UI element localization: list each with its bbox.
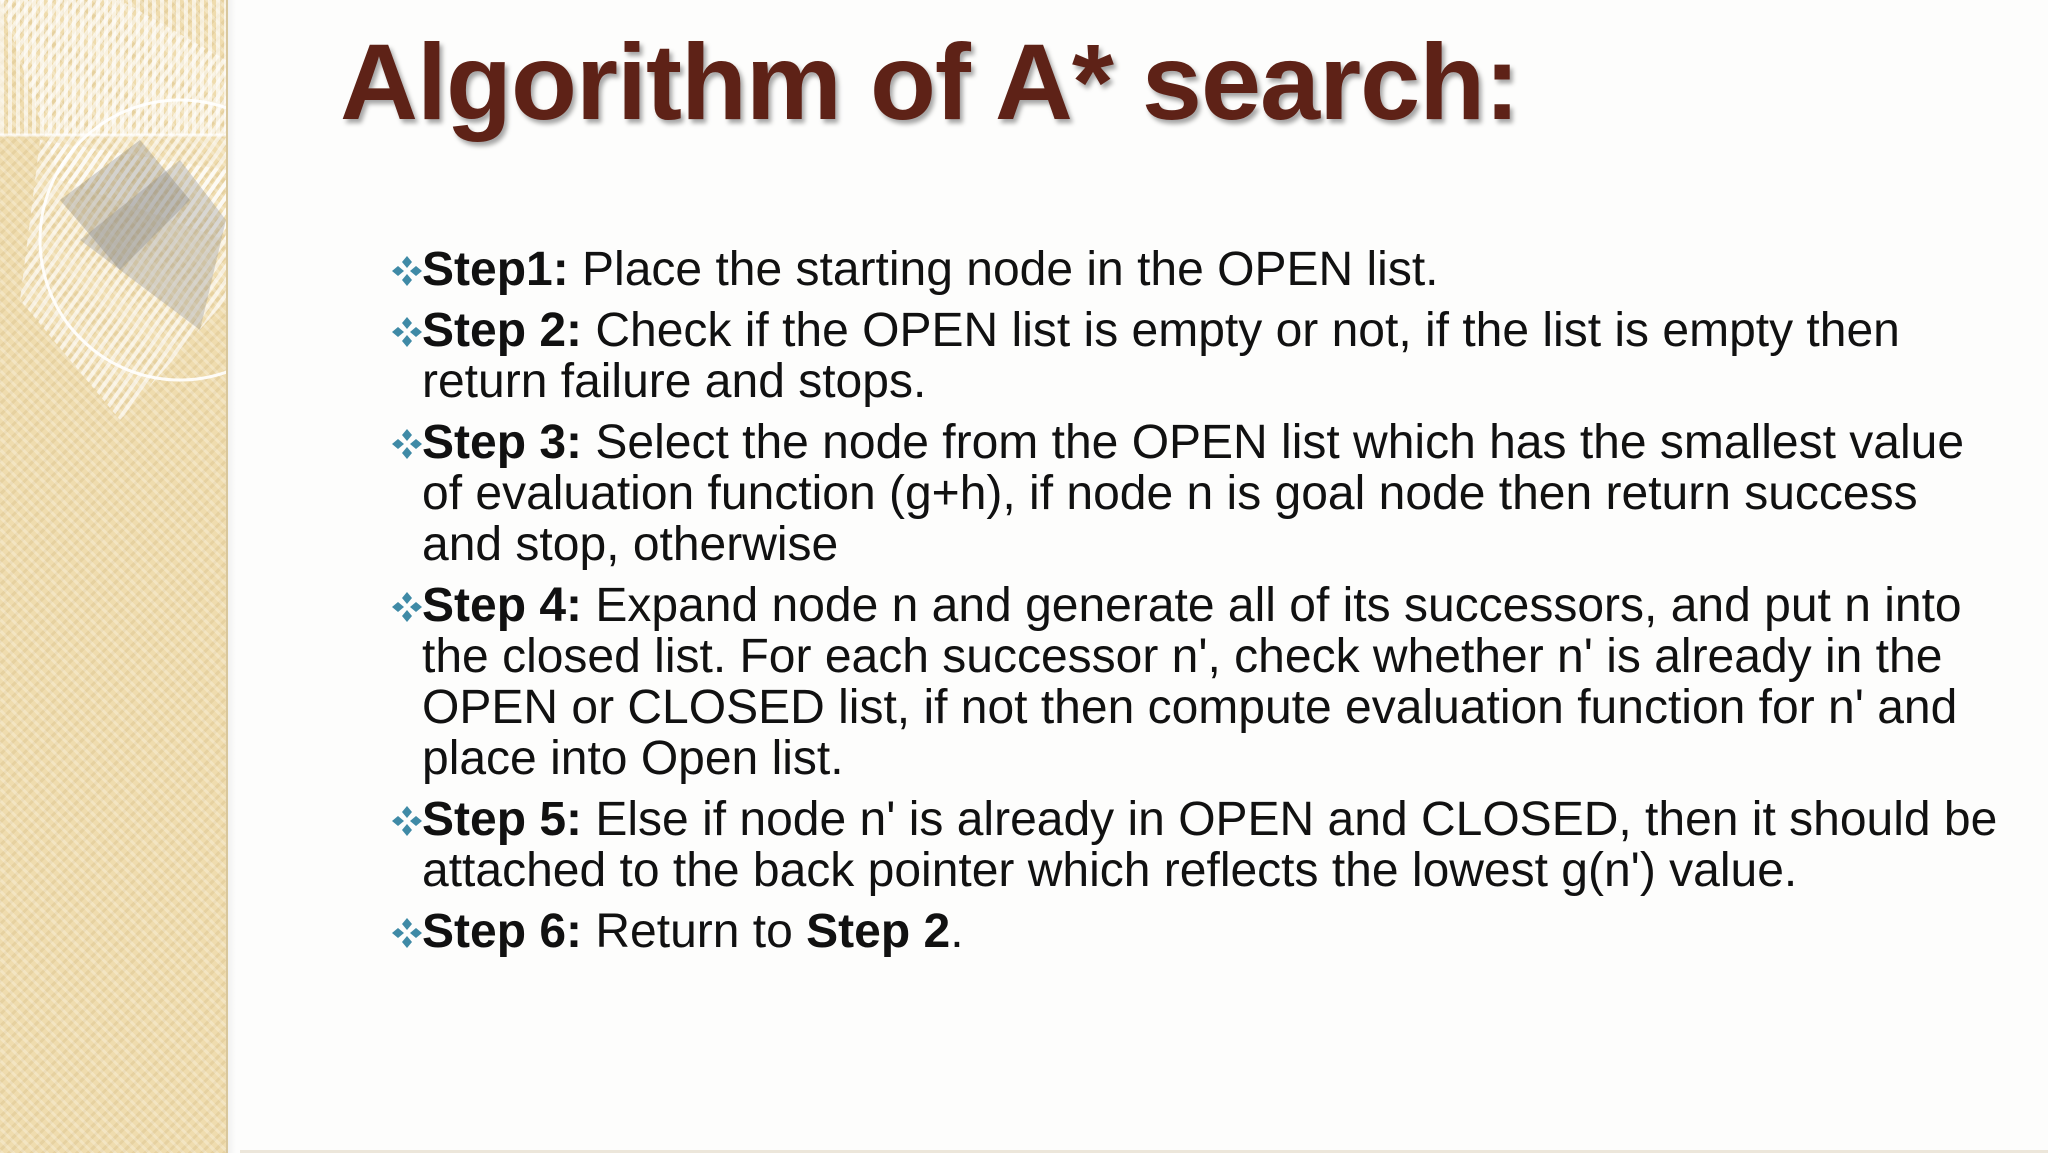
step-label: Step 2: [422, 304, 583, 357]
step-label: Step 6: [422, 905, 583, 958]
list-item [398, 580, 1998, 784]
step-text: Place the starting node in the OPEN list. [568, 243, 1439, 296]
list-item [398, 417, 1998, 570]
step-text: Check if the OPEN list is empty or not, if the list is empty then return failure and stops. [422, 304, 1900, 408]
diamond-bullet-icon [390, 315, 424, 349]
decorative-side-band [0, 0, 228, 1153]
slide-title: Algorithm of A* search: [340, 21, 1520, 142]
step-label: Step 5: [422, 793, 583, 846]
step-label: Step 3: [422, 416, 583, 469]
step-text-end: . [950, 905, 964, 958]
woven-pattern-decoration [0, 0, 226, 440]
diamond-bullet-icon [390, 590, 424, 624]
list-item [398, 244, 1998, 295]
step-text: Expand node n and generate all of its successors, and put n into the closed list. For each successor n', check whether n' is already in the OPEN or CLOSED list, if not then compute evaluation function for n' and place into Open list. [422, 579, 1962, 785]
step-label: Step 4: [422, 579, 583, 632]
step-text: Return to [582, 905, 807, 958]
list-item [398, 305, 1998, 407]
steps-list [398, 244, 1998, 967]
step-reference: Step 2 [806, 905, 951, 958]
step-label: Step1: [422, 243, 569, 296]
diamond-bullet-icon [390, 916, 424, 950]
diamond-bullet-icon [390, 254, 424, 288]
list-item [398, 794, 1998, 896]
step-text: Else if node n' is already in OPEN and CLOSED, then it should be attached to the back pointer which reflects the lowest g(n') value. [422, 793, 1998, 897]
list-item [398, 906, 1998, 957]
step-text: Select the node from the OPEN list which has the smallest value of evaluation function (g+h), if node n is goal node then return success and stop, otherwise [422, 416, 1965, 571]
diamond-bullet-icon [390, 804, 424, 838]
diamond-bullet-icon [390, 427, 424, 461]
band-shadow [226, 0, 236, 1153]
